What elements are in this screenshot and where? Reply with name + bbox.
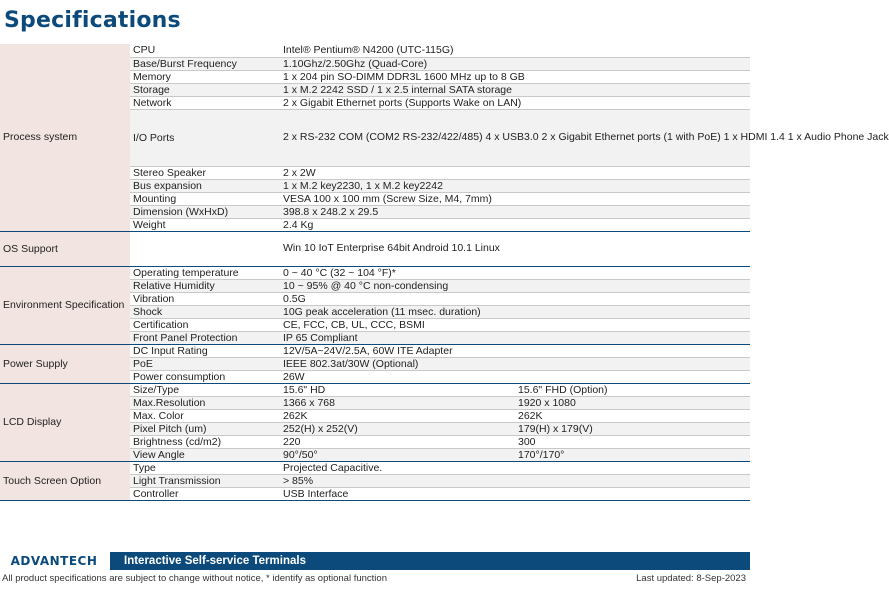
spec-item-label: Type bbox=[130, 461, 280, 474]
spec-item-label: Power consumption bbox=[130, 370, 280, 383]
spec-row bbox=[0, 44, 750, 57]
spec-category: Touch Screen Option bbox=[0, 461, 130, 500]
spec-item-label: I/O Ports bbox=[130, 109, 280, 166]
spec-item-label: Memory bbox=[130, 70, 280, 83]
footer-bar bbox=[0, 552, 750, 570]
spec-category: Process system bbox=[0, 44, 130, 231]
spec-item-label bbox=[130, 231, 280, 266]
spec-item-label: Max.Resolution bbox=[130, 396, 280, 409]
spec-item-label: Certification bbox=[130, 318, 280, 331]
spec-item-label: Controller bbox=[130, 487, 280, 500]
spec-category: OS Support bbox=[0, 231, 130, 266]
spec-item-value: 1366 x 768 bbox=[280, 396, 515, 409]
spec-item-value: 10 ~ 95% @ 40 °C non-condensing bbox=[280, 279, 750, 292]
spec-item-value: 2 x Gigabit Ethernet ports (Supports Wake on LAN) bbox=[280, 96, 750, 109]
spec-category: LCD Display bbox=[0, 383, 130, 461]
spec-category: Power Supply bbox=[0, 344, 130, 383]
advantech-logo: ADVANTECH bbox=[0, 552, 110, 570]
spec-item-value-option: 262K bbox=[515, 409, 750, 422]
spec-item-value: 220 bbox=[280, 435, 515, 448]
spec-item-label: Pixel Pitch (um) bbox=[130, 422, 280, 435]
spec-item-value-option: 300 bbox=[515, 435, 750, 448]
spec-item-value-option: 15.6" FHD (Option) bbox=[515, 383, 750, 396]
spec-item-value: 1 x M.2 2242 SSD / 1 x 2.5 internal SATA storage bbox=[280, 83, 750, 96]
spec-item-value: 12V/5A~24V/2.5A, 60W ITE Adapter bbox=[280, 344, 750, 357]
spec-item-value: VESA 100 x 100 mm (Screw Size, M4, 7mm) bbox=[280, 192, 750, 205]
spec-row bbox=[0, 344, 750, 357]
spec-item-value: 26W bbox=[280, 370, 750, 383]
spec-item-value: 1 x 204 pin SO-DIMM DDR3L 1600 MHz up to 8 GB bbox=[280, 70, 750, 83]
spec-item-value: 2.4 Kg bbox=[280, 218, 750, 231]
spec-item-label: Mounting bbox=[130, 192, 280, 205]
spec-item-value: 0.5G bbox=[280, 292, 750, 305]
spec-item-label: Shock bbox=[130, 305, 280, 318]
spec-item-label: Brightness (cd/m2) bbox=[130, 435, 280, 448]
spec-item-value-option: 1920 x 1080 bbox=[515, 396, 750, 409]
spec-item-value: Intel® Pentium® N4200 (UTC-115G) bbox=[280, 44, 750, 57]
specifications-table-wrapper bbox=[0, 44, 889, 501]
spec-item-label: Storage bbox=[130, 83, 280, 96]
disclaimer-note: All product specifications are subject to change without notice, * identify as optional function bbox=[2, 573, 387, 584]
spec-item-label: Base/Burst Frequency bbox=[130, 57, 280, 70]
spec-item-label: PoE bbox=[130, 357, 280, 370]
spec-item-label: Network bbox=[130, 96, 280, 109]
spec-item-value: IEEE 802.3at/30W (Optional) bbox=[280, 357, 750, 370]
spec-item-label: Vibration bbox=[130, 292, 280, 305]
spec-item-value: > 85% bbox=[280, 474, 750, 487]
spec-row bbox=[0, 461, 750, 474]
spec-item-value: 398.8 x 248.2 x 29.5 bbox=[280, 205, 750, 218]
spec-item-label: View Angle bbox=[130, 448, 280, 461]
spec-item-value: 90°/50° bbox=[280, 448, 515, 461]
spec-row bbox=[0, 383, 750, 396]
spec-item-label: Relative Humidity bbox=[130, 279, 280, 292]
spec-row bbox=[0, 266, 750, 279]
specifications-table bbox=[0, 44, 889, 501]
spec-item-value: IP 65 Compliant bbox=[280, 331, 750, 344]
spec-item-value: 10G peak acceleration (11 msec. duration) bbox=[280, 305, 750, 318]
spec-item-value: 252(H) x 252(V) bbox=[280, 422, 515, 435]
spec-item-label: Operating temperature bbox=[130, 266, 280, 279]
spec-item-label: Front Panel Protection bbox=[130, 331, 280, 344]
spec-item-label: Size/Type bbox=[130, 383, 280, 396]
spec-item-value: 15.6" HD bbox=[280, 383, 515, 396]
spec-item-label: Weight bbox=[130, 218, 280, 231]
spec-item-value: 2 x 2W bbox=[280, 166, 750, 179]
spec-item-label: CPU bbox=[130, 44, 280, 57]
page-title: Specifications bbox=[4, 8, 181, 33]
spec-item-label: Stereo Speaker bbox=[130, 166, 280, 179]
spec-item-value-option: 179(H) x 179(V) bbox=[515, 422, 750, 435]
spec-row bbox=[0, 231, 750, 266]
spec-item-value: 0 ~ 40 °C (32 ~ 104 °F)* bbox=[280, 266, 750, 279]
spec-item-label: Bus expansion bbox=[130, 179, 280, 192]
last-updated: Last updated: 8-Sep-2023 bbox=[636, 573, 746, 584]
spec-item-value: 1.10Ghz/2.50Ghz (Quad-Core) bbox=[280, 57, 750, 70]
spec-item-value-option: 170°/170° bbox=[515, 448, 750, 461]
spec-item-value: USB Interface bbox=[280, 487, 750, 500]
spec-item-value: 1 x M.2 key2230, 1 x M.2 key2242 bbox=[280, 179, 750, 192]
spec-item-value: 2 x RS-232 COM (COM2 RS-232/422/485) 4 x USB3.0 2 x Gigabit Ethernet ports (1 with PoE) 1 x HDMI 1.4 1 x Audio Phone Jack bbox=[280, 109, 750, 166]
footer-title: Interactive Self-service Terminals bbox=[124, 555, 306, 567]
spec-item-label: Light Transmission bbox=[130, 474, 280, 487]
spec-item-value: Win 10 IoT Enterprise 64bit Android 10.1 Linux bbox=[280, 231, 750, 266]
spec-category: Environment Specification bbox=[0, 266, 130, 344]
spec-item-value: Projected Capacitive. bbox=[280, 461, 750, 474]
spec-item-label: Dimension (WxHxD) bbox=[130, 205, 280, 218]
spec-item-value: 262K bbox=[280, 409, 515, 422]
spec-item-label: Max. Color bbox=[130, 409, 280, 422]
spec-item-label: DC Input Rating bbox=[130, 344, 280, 357]
spec-item-value: CE, FCC, CB, UL, CCC, BSMI bbox=[280, 318, 750, 331]
